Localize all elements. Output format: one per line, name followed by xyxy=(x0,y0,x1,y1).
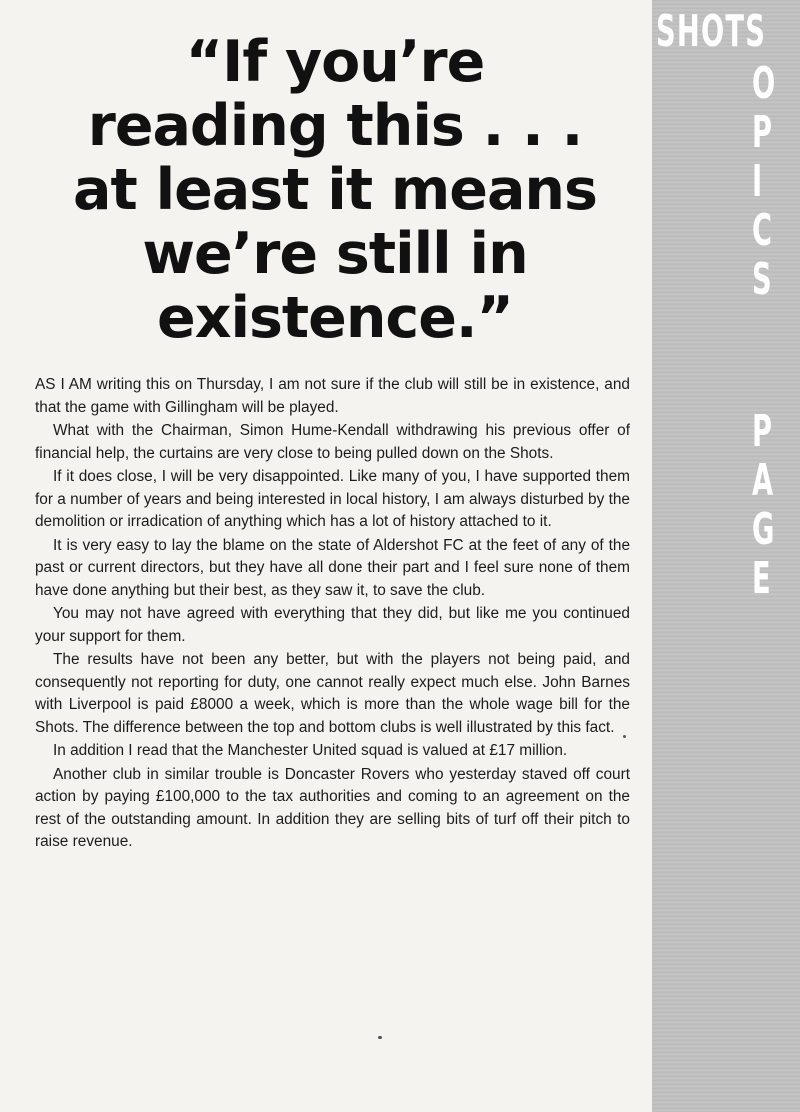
print-speck xyxy=(623,735,626,738)
sidebar-page-letter: G xyxy=(752,504,775,555)
sidebar-topics-letter: P xyxy=(752,107,772,158)
article-paragraph-5: You may not have agreed with everything that they did, but like me you continued your support for them. xyxy=(35,605,630,645)
article-paragraph-3: If it does close, I will be very disappointed. Like many of you, I have supported them for a number of years and being interested in local history, I am always disturbed by the demolition or irradication of anything which has a lot of history attached to it. xyxy=(35,468,630,530)
headline-line-1: “If you’re xyxy=(185,29,485,95)
sidebar-shots-label: SHOTS xyxy=(656,6,767,57)
headline xyxy=(40,30,630,350)
article-paragraph-7: In addition I read that the Manchester United squad is valued at £17 million. xyxy=(53,742,568,759)
article-paragraph-2: What with the Chairman, Simon Hume-Kendall withdrawing his previous offer of financial help, the curtains are very close to being pulled down on the Shots. xyxy=(35,422,630,462)
sidebar-topics-letter: C xyxy=(752,205,773,256)
section-sidebar xyxy=(652,0,800,1112)
sidebar-page-letter: P xyxy=(752,406,772,457)
sidebar-page-letter: E xyxy=(752,553,771,604)
sidebar-topics-letter: I xyxy=(752,156,763,207)
headline-line-2: reading this . . . xyxy=(87,93,583,159)
print-speck xyxy=(378,1036,382,1039)
article-body xyxy=(35,374,630,855)
sidebar-page-label xyxy=(752,406,777,606)
sidebar-topics-letter: O xyxy=(752,58,776,109)
headline-line-5: existence.” xyxy=(157,285,513,351)
article-paragraph-4: It is very easy to lay the blame on the state of Aldershot FC at the feet of any of the past or current directors, but they have all done their part and I feel sure none of them have done anything but their best, as they saw it, to save the club. xyxy=(35,536,630,599)
sidebar-topics-label xyxy=(752,58,777,307)
article-paragraph-1: AS I AM writing this on Thursday, I am not sure if the club will still be in existence, and that the game with Gillingham will be played. xyxy=(35,376,630,416)
sidebar-topics-letter: S xyxy=(752,254,772,305)
headline-line-3: at least it means xyxy=(73,157,597,223)
article-paragraph-6: The results have not been any better, but with the players not being paid, and consequently not reporting for duty, one cannot really expect much else. John Barnes with Liverpool is paid £8000 a week, which is more than the whole wage bill for the Shots. The difference between the top and bottom clubs is well illustrated by this fact. xyxy=(35,651,630,736)
headline-line-4: we’re still in xyxy=(142,221,528,287)
sidebar-page-letter: A xyxy=(752,455,774,506)
article-paragraph-8: Another club in similar trouble is Doncaster Rovers who yesterday staved off court action by paying £100,000 to the tax authorities and coming to an agreement on the rest of the outstanding amount. In addition they are selling bits of turf off their pitch to raise revenue. xyxy=(35,765,630,850)
